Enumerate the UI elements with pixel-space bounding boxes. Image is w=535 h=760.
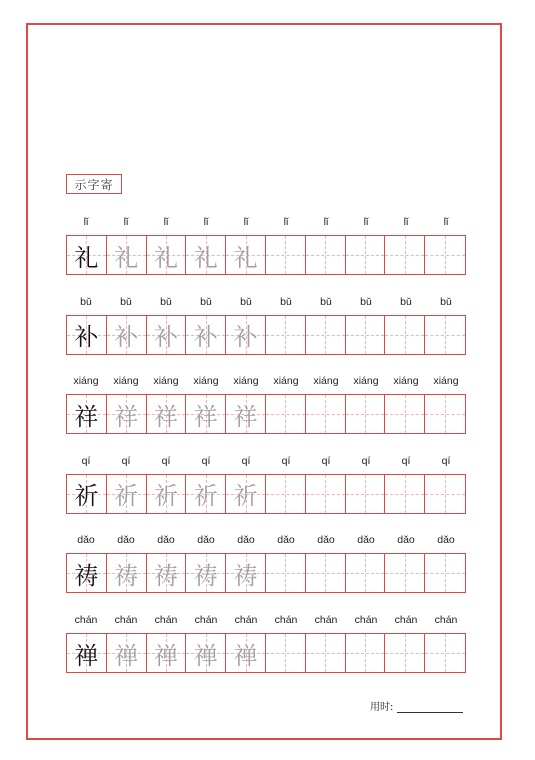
trace-character: 礼 <box>153 243 178 272</box>
writing-cell[interactable] <box>385 475 425 513</box>
pinyin-label: bǔ <box>280 295 292 308</box>
pinyin-label: dǎo <box>237 534 255 547</box>
trace-character: 祈 <box>114 482 139 511</box>
trace-character: 祥 <box>193 402 218 431</box>
pinyin-line <box>66 534 466 552</box>
pinyin-label: bǔ <box>200 295 212 308</box>
pinyin-label: lǐ <box>123 216 129 228</box>
writing-cell[interactable] <box>425 554 465 592</box>
trace-character: 禅 <box>114 641 139 670</box>
writing-cell[interactable] <box>306 236 346 274</box>
radical-header-label: 示字寄 <box>66 174 122 194</box>
writing-cell[interactable] <box>266 634 306 672</box>
pinyin-label: dǎo <box>117 534 135 547</box>
trace-character: 祷 <box>193 561 218 590</box>
pinyin-label: bǔ <box>440 295 452 308</box>
pinyin-label: xiáng <box>233 375 259 388</box>
tracing-cell <box>67 634 107 672</box>
writing-cell[interactable] <box>425 236 465 274</box>
pinyin-line <box>66 614 466 632</box>
trace-character: 祥 <box>114 402 139 431</box>
trace-character: 礼 <box>114 243 139 272</box>
writing-cell[interactable] <box>266 554 306 592</box>
trace-character: 祈 <box>153 482 178 511</box>
tianzige-grid <box>66 633 466 673</box>
writing-cell[interactable] <box>385 395 425 433</box>
pinyin-label: lǐ <box>283 216 289 228</box>
pinyin-label: bǔ <box>80 295 92 308</box>
pinyin-label: dǎo <box>397 534 415 547</box>
trace-character: 禅 <box>193 641 218 670</box>
pinyin-label: chán <box>194 614 218 626</box>
pinyin-label: qí <box>441 454 451 467</box>
model-character: 禅 <box>74 641 99 670</box>
pinyin-label: lǐ <box>403 216 409 228</box>
pinyin-label: chán <box>434 614 458 626</box>
writing-cell[interactable] <box>306 316 346 354</box>
trace-character: 补 <box>153 323 178 352</box>
tracing-cell <box>147 395 187 433</box>
tracing-cell <box>67 395 107 433</box>
pinyin-label: dǎo <box>277 534 295 547</box>
pinyin-label: dǎo <box>77 534 95 547</box>
tracing-cell <box>67 554 107 592</box>
pinyin-label: lǐ <box>443 216 449 228</box>
pinyin-label: bǔ <box>160 295 172 308</box>
trace-character: 补 <box>233 323 258 352</box>
writing-cell[interactable] <box>346 634 386 672</box>
pinyin-label: chán <box>314 614 338 626</box>
writing-cell[interactable] <box>266 236 306 274</box>
writing-cell[interactable] <box>266 475 306 513</box>
model-character: 礼 <box>74 243 99 272</box>
pinyin-label: xiáng <box>313 375 339 388</box>
pinyin-label: chán <box>394 614 418 626</box>
pinyin-label: chán <box>274 614 298 626</box>
pinyin-label: xiáng <box>393 375 419 388</box>
trace-character: 祷 <box>233 561 258 590</box>
tianzige-grid <box>66 474 466 514</box>
tracing-cell <box>107 236 147 274</box>
tracing-cell <box>107 395 147 433</box>
pinyin-label: lǐ <box>163 216 169 228</box>
tracing-cell <box>67 316 107 354</box>
pinyin-label: lǐ <box>203 216 209 228</box>
model-character: 祈 <box>74 482 99 511</box>
writing-cell[interactable] <box>346 316 386 354</box>
trace-character: 禅 <box>153 641 178 670</box>
tracing-cell <box>147 634 187 672</box>
writing-cell[interactable] <box>346 475 386 513</box>
tracing-cell <box>226 316 266 354</box>
tracing-cell <box>67 236 107 274</box>
practice-row <box>66 534 466 590</box>
tracing-cell <box>107 554 147 592</box>
trace-character: 祷 <box>153 561 178 590</box>
writing-cell[interactable] <box>425 316 465 354</box>
writing-cell[interactable] <box>346 395 386 433</box>
pinyin-line <box>66 375 466 393</box>
trace-character: 祥 <box>233 402 258 431</box>
pinyin-label: dǎo <box>157 534 175 547</box>
practice-row <box>66 295 466 352</box>
tracing-cell <box>186 634 226 672</box>
pinyin-label: lǐ <box>83 216 89 228</box>
writing-cell[interactable] <box>425 475 465 513</box>
pinyin-label: qí <box>361 454 371 467</box>
pinyin-label: xiáng <box>353 375 379 388</box>
tracing-cell <box>107 316 147 354</box>
trace-character: 补 <box>193 323 218 352</box>
writing-cell[interactable] <box>346 554 386 592</box>
pinyin-label: qí <box>241 454 251 467</box>
trace-character: 祷 <box>114 561 139 590</box>
pinyin-label: qí <box>121 454 131 467</box>
trace-character: 祥 <box>153 402 178 431</box>
writing-cell[interactable] <box>346 236 386 274</box>
pinyin-label: xiáng <box>433 375 459 388</box>
writing-cell[interactable] <box>266 395 306 433</box>
writing-cell[interactable] <box>385 236 425 274</box>
tianzige-grid <box>66 553 466 593</box>
practice-row <box>66 375 466 431</box>
pinyin-label: xiáng <box>193 375 219 388</box>
writing-cell[interactable] <box>425 395 465 433</box>
tianzige-grid <box>66 235 466 275</box>
tracing-cell <box>107 634 147 672</box>
model-character: 祷 <box>74 561 99 590</box>
tracing-cell <box>147 236 187 274</box>
pinyin-line <box>66 216 466 234</box>
model-character: 补 <box>74 323 99 352</box>
tracing-cell <box>226 554 266 592</box>
pinyin-label: bǔ <box>120 295 132 308</box>
trace-character: 祈 <box>233 482 258 511</box>
pinyin-label: chán <box>74 614 98 626</box>
writing-cell[interactable] <box>385 634 425 672</box>
trace-character: 祈 <box>193 482 218 511</box>
tianzige-grid <box>66 315 466 355</box>
time-used-blank[interactable] <box>397 702 463 713</box>
tracing-cell <box>226 634 266 672</box>
pinyin-label: qí <box>281 454 291 467</box>
trace-character: 礼 <box>233 243 258 272</box>
writing-cell[interactable] <box>385 316 425 354</box>
practice-row <box>66 216 466 272</box>
tracing-cell <box>147 554 187 592</box>
pinyin-label: qí <box>401 454 411 467</box>
tracing-cell <box>186 236 226 274</box>
tracing-cell <box>147 475 187 513</box>
pinyin-label: dǎo <box>437 534 455 547</box>
tracing-cell <box>226 475 266 513</box>
tracing-cell <box>186 395 226 433</box>
pinyin-label: qí <box>201 454 211 467</box>
writing-cell[interactable] <box>266 316 306 354</box>
tracing-cell <box>67 475 107 513</box>
pinyin-label: chán <box>114 614 138 626</box>
pinyin-label: bǔ <box>360 295 372 308</box>
trace-character: 补 <box>114 323 139 352</box>
pinyin-label: xiáng <box>113 375 139 388</box>
writing-cell[interactable] <box>306 395 346 433</box>
pinyin-label: lǐ <box>323 216 329 228</box>
tracing-cell <box>226 395 266 433</box>
pinyin-label: xiáng <box>73 375 99 388</box>
pinyin-label: lǐ <box>243 216 249 228</box>
pinyin-label: bǔ <box>320 295 332 308</box>
writing-cell[interactable] <box>385 554 425 592</box>
tracing-cell <box>107 475 147 513</box>
pinyin-label: xiáng <box>273 375 299 388</box>
model-character: 祥 <box>74 402 99 431</box>
pinyin-label: bǔ <box>400 295 412 308</box>
trace-character: 礼 <box>193 243 218 272</box>
tianzige-grid <box>66 394 466 434</box>
pinyin-label: dǎo <box>357 534 375 547</box>
pinyin-label: lǐ <box>363 216 369 228</box>
pinyin-label: qí <box>161 454 171 467</box>
pinyin-label: qí <box>321 454 331 467</box>
pinyin-label: bǔ <box>240 295 252 308</box>
pinyin-label: dǎo <box>317 534 335 547</box>
pinyin-label: xiáng <box>153 375 179 388</box>
writing-cell[interactable] <box>306 554 346 592</box>
tracing-cell <box>147 316 187 354</box>
practice-row <box>66 454 466 511</box>
writing-cell[interactable] <box>306 475 346 513</box>
pinyin-label: chán <box>354 614 378 626</box>
tracing-cell <box>186 554 226 592</box>
practice-row <box>66 614 466 670</box>
pinyin-label: dǎo <box>197 534 215 547</box>
writing-cell[interactable] <box>425 634 465 672</box>
pinyin-label: chán <box>154 614 178 626</box>
writing-cell[interactable] <box>306 634 346 672</box>
pinyin-label: qí <box>81 454 91 467</box>
pinyin-line <box>66 296 466 314</box>
tracing-cell <box>186 475 226 513</box>
time-used-label: 用时: <box>370 702 394 713</box>
time-used-footer <box>370 698 463 713</box>
tracing-cell <box>186 316 226 354</box>
tracing-cell <box>226 236 266 274</box>
trace-character: 禅 <box>233 641 258 670</box>
pinyin-line <box>66 455 466 473</box>
pinyin-label: chán <box>234 614 258 626</box>
